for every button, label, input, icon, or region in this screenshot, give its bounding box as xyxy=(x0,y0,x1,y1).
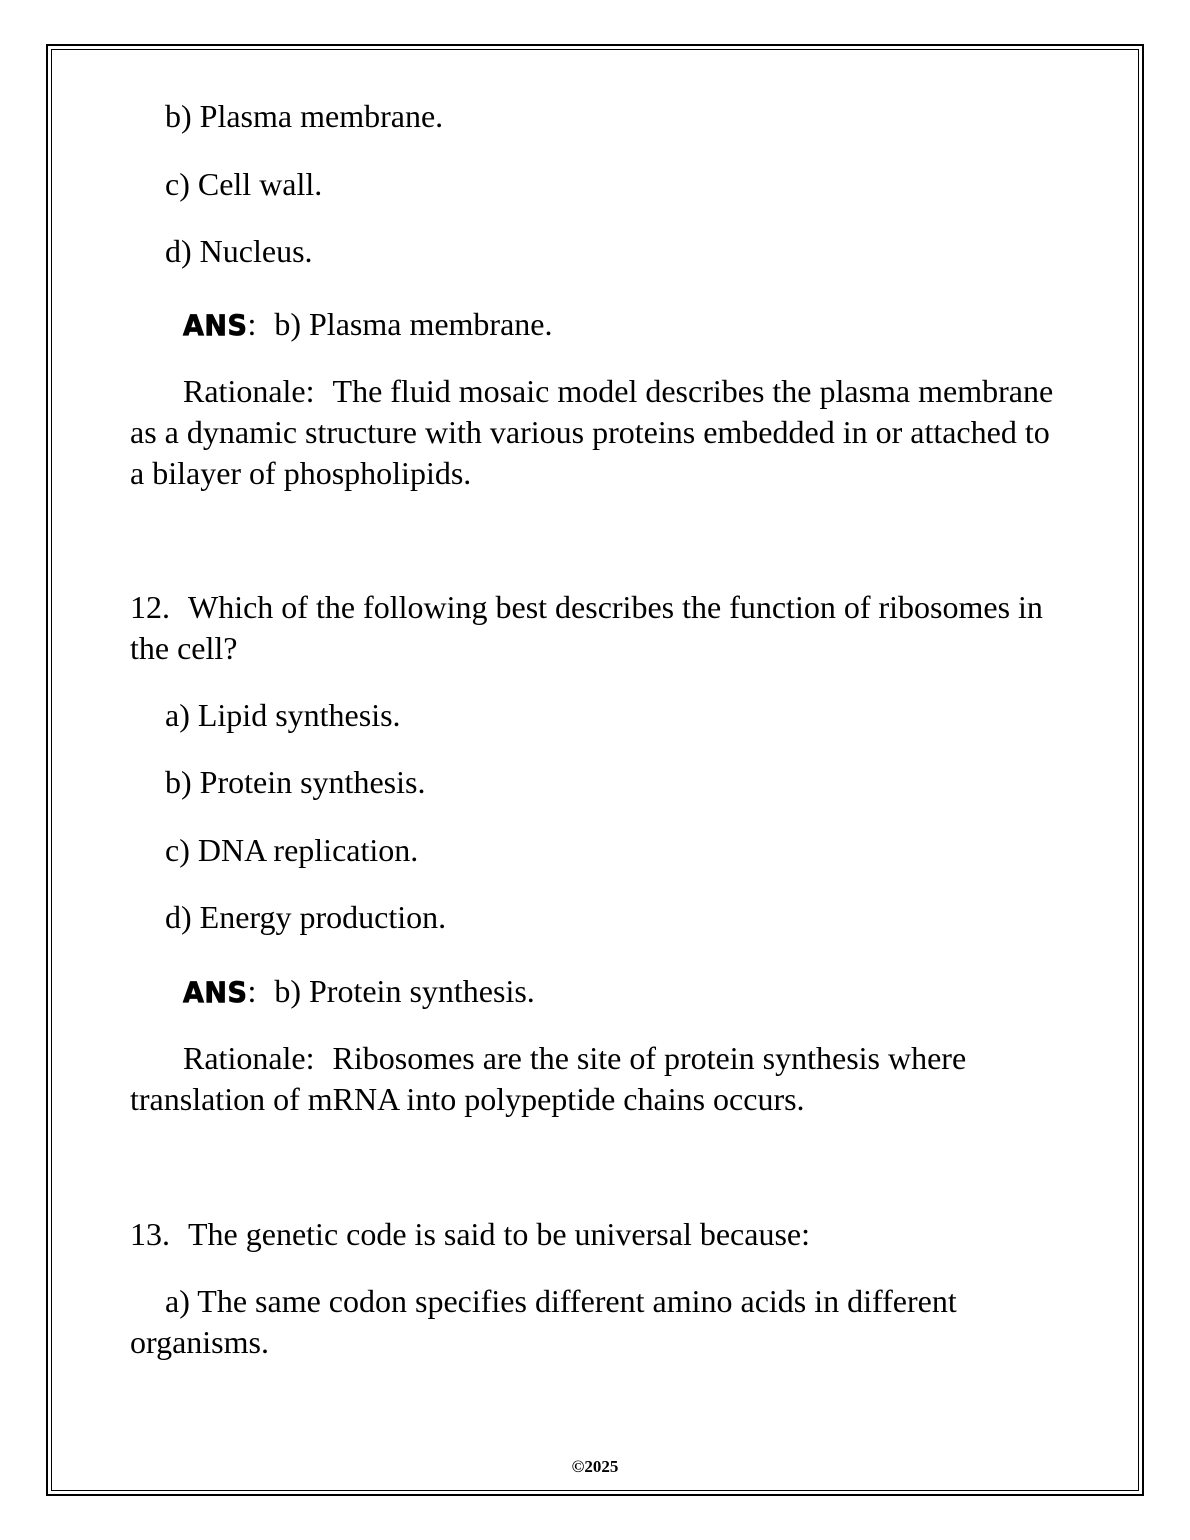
q11-option-b: b) Plasma membrane. xyxy=(165,98,444,134)
q12-option-a: a) Lipid synthesis. xyxy=(165,697,401,733)
rationale-label: Rationale: xyxy=(183,1040,315,1076)
q12-question xyxy=(130,587,1070,669)
q12-number: 12. xyxy=(130,589,170,625)
ans-label: ANS xyxy=(183,977,248,1010)
q12-answer-text: b) Protein synthesis. xyxy=(274,973,535,1009)
q12-answer: ANS: b) Protein synthesis. xyxy=(183,971,535,1014)
q11-rationale-text: The fluid mosaic model describes the plasma membrane as a dynamic structure with various proteins embedded in or attached to a bilayer of phospholipids. xyxy=(130,373,1054,491)
q12-option-c: c) DNA replication. xyxy=(165,832,419,868)
q11-rationale xyxy=(130,371,1070,494)
q12-rationale-text: Ribosomes are the site of protein synthesis where translation of mRNA into polypeptide chains occurs. xyxy=(130,1040,967,1117)
q12-option-d: d) Energy production. xyxy=(165,899,447,935)
q13-question-text: The genetic code is said to be universal because: xyxy=(188,1216,810,1252)
q12-option-b: b) Protein synthesis. xyxy=(165,764,426,800)
rationale-label: Rationale: xyxy=(183,373,315,409)
q13-option-a xyxy=(130,1281,1070,1363)
q11-option-c: c) Cell wall. xyxy=(165,166,323,202)
ans-label: ANS xyxy=(183,310,248,343)
q13-option-a-text: a) The same codon specifies different amino acids in different organisms. xyxy=(130,1283,957,1360)
q12-rationale xyxy=(130,1038,1070,1120)
q11-option-d: d) Nucleus. xyxy=(165,233,313,269)
q11-answer-text: b) Plasma membrane. xyxy=(274,306,553,342)
q12-question-text: Which of the following best describes the function of ribosomes in the cell? xyxy=(130,589,1043,666)
q11-answer: ANS: b) Plasma membrane. xyxy=(183,304,552,347)
copyright-footer: ©2025 xyxy=(571,1457,619,1476)
q13-question xyxy=(130,1214,810,1255)
q13-number: 13. xyxy=(130,1216,170,1252)
